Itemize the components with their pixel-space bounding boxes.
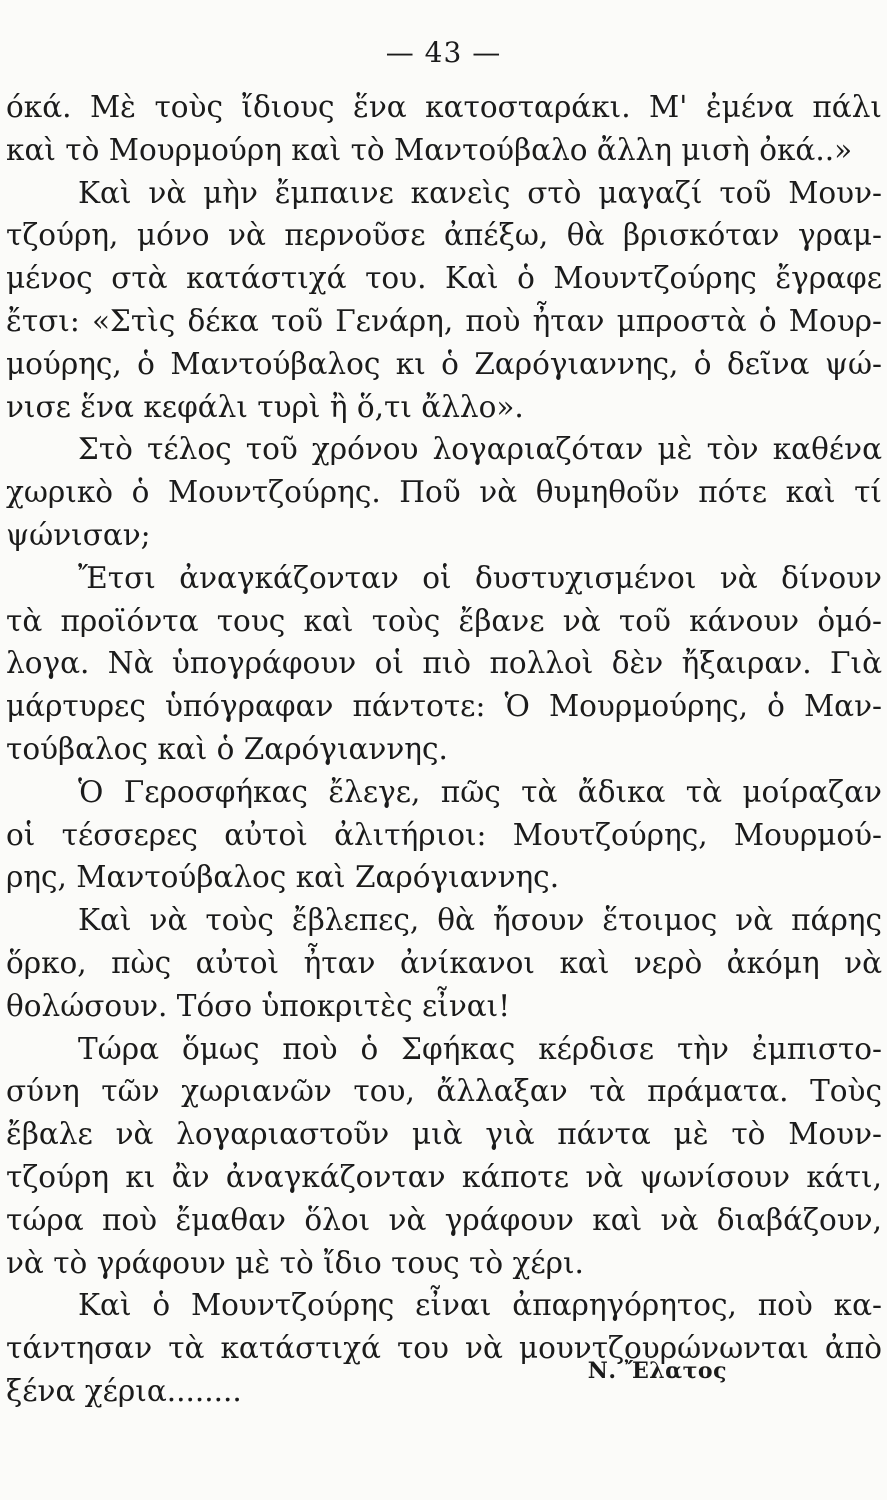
text-line: ἔτσι: «Στὶς δέκα τοῦ Γενάρη, ποὺ ἦταν μπροστὰ ὁ Μουρ- [6,303,882,338]
text-line: νισε ἕνα κεφάλι τυρὶ ἢ ὅ,τι ἄλλο». [6,389,524,424]
text-line: ξένα χέρια........ [6,1373,242,1408]
text-line: ἔβαλε νὰ λογαριαστοῦν μιὰ γιὰ πάντα μὲ τὸ Μουν- [6,1117,882,1152]
body-text [6,86,882,1413]
text-line: Καὶ νὰ τοὺς ἔβλεπες, θὰ ἤσουν ἕτοιμος νὰ πάρης [78,903,882,938]
text-line: θολώσουν. Τόσο ὑποκριτὲς εἶναι! [6,988,511,1023]
text-line: Καὶ νὰ μὴν ἔμπαινε κανεὶς στὸ μαγαζί τοῦ Μουν- [78,175,882,210]
text-line: τὰ προϊόντα τους καὶ τοὺς ἔβανε νὰ τοῦ κάνουν ὁμό- [6,603,882,638]
text-line: οἱ τέσσερες αὐτοὶ ἀλιτήριοι: Μουτζούρης, Μουρμού- [6,817,882,852]
text-line: ψώνισαν; [6,517,151,552]
text-line: τάντησαν τὰ κατάστιχά του νὰ μουντζουρώνωνται ἀπὸ [6,1331,882,1366]
text-line: όκά. Μὲ τοὺς ἴδιους ἕνα κατοσταράκι. Μ' ἐμένα πάλι [6,90,882,124]
text-line: Στὸ τέλος τοῦ χρόνου λογαριαζόταν μὲ τὸν καθένα [78,432,882,467]
text-line: τώρα ποὺ ἔμαθαν ὅλοι νὰ γράφουν καὶ νὰ διαβάζουν, [6,1202,882,1237]
text-line: τζούρη, μόνο νὰ περνοῦσε ἀπέξω, θὰ βρισκόταν γραμ- [6,218,882,253]
text-line: νὰ τὸ γράφουν μὲ τὸ ἴδιο τους τὸ χέρι. [6,1245,584,1280]
text-line: καὶ τὸ Μουρμούρη καὶ τὸ Μαντούβαλο ἄλλη μισὴ ὀκά..» [6,132,853,167]
text-line: ρης, Μαντούβαλος καὶ Ζαρόγιαννης. [6,860,560,895]
page-number: — 43 — [385,36,502,69]
text-line: τούβαλος καὶ ὁ Ζαρόγιαννης. [6,731,448,766]
text-line: Καὶ ὁ Μουντζούρης εἶναι ἀπαρηγόρητος, ποὺ κα- [78,1288,882,1323]
text-line: σύνη τῶν χωριανῶν του, ἄλλαξαν τὰ πράματα. Τοὺς [6,1074,882,1109]
text-line: μάρτυρες ὑπόγραφαν πάντοτε: Ὁ Μουρμούρης, ὁ Μαν- [6,689,882,724]
text-line: ὅρκο, πὼς αὐτοὶ ἦταν ἀνίκανοι καὶ νερὸ ἀκόμη νὰ [6,945,882,980]
text-line: Ἔτσι ἀναγκάζονταν οἱ δυστυχισμένοι νὰ δίνουν [78,560,882,595]
text-line: μούρης, ὁ Μαντούβαλος κι ὁ Ζαρόγιαννης, ὁ δεῖνα ψώ- [6,346,882,381]
text-line: χωρικὸ ὁ Μουντζούρης. Ποῦ νὰ θυμηθοῦν πότε καὶ τί [6,475,882,510]
text-line: Ὁ Γεροσφήκας ἔλεγε, πῶς τὰ ἄδικα τὰ μοίραζαν [78,774,882,809]
text-line: τζούρη κι ἂν ἀναγκάζονταν κάποτε νὰ ψωνίσουν κάτι, [6,1159,882,1194]
text-line: λογα. Νὰ ὑπογράφουν οἱ πιὸ πολλοὶ δὲν ἤξαιραν. Γιὰ [6,646,882,681]
author-signature: Ν. Ἔλατος [587,1358,727,1384]
text-line: μένος στὰ κατάστιχά του. Καὶ ὁ Μουντζούρης ἔγραφε [6,261,882,296]
text-line: Τώρα ὅμως ποὺ ὁ Σφήκας κέρδισε τὴν ἐμπιστο- [78,1031,882,1066]
